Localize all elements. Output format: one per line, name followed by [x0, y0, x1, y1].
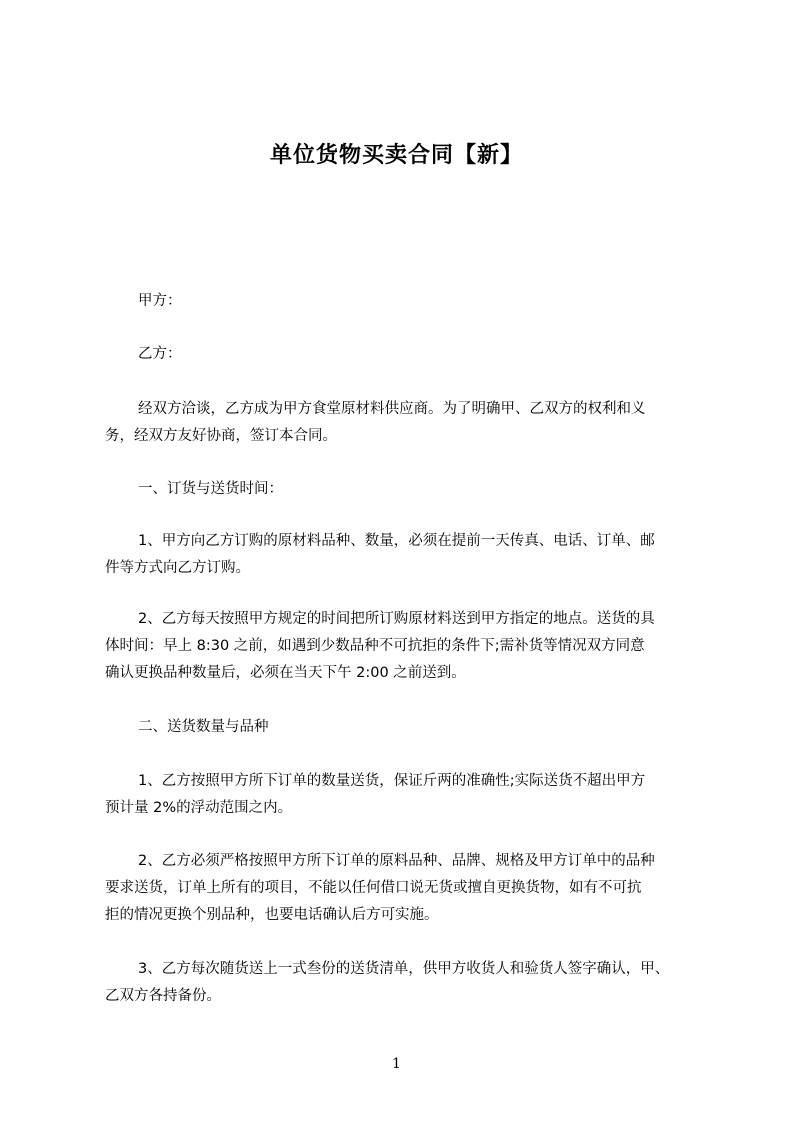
- section-1-clause-1: [105, 528, 715, 582]
- section-2-clause-1: [105, 768, 715, 822]
- text-line: 2、乙方每天按照甲方规定的时间把所订购原材料送到甲方指定的地点。送货的具: [138, 611, 655, 627]
- text-line: 乙双方各持备份。: [105, 988, 221, 1004]
- intro-paragraph: [105, 396, 715, 450]
- party-a-line: 甲方：: [138, 293, 182, 309]
- document-title: 单位货物买卖合同【新】: [269, 143, 523, 168]
- text-line: 2、乙方必须严格按照甲方所下订单的原料品种、品牌、规格及甲方订单中的品种: [138, 853, 655, 869]
- party-b-line: 乙方：: [138, 346, 182, 362]
- text-line: 件等方式向乙方订购。: [105, 560, 250, 576]
- text-line: 经双方洽谈，乙方成为甲方食堂原材料供应商。为了明确甲、乙双方的权利和义: [138, 401, 646, 417]
- section-2-clause-3: [105, 956, 715, 1010]
- page-number: 1: [392, 1056, 401, 1072]
- section-1-heading: 一、订货与送货时间：: [138, 481, 283, 497]
- text-line: 3、乙方每次随货送上一式叁份的送货清单，供甲方收货人和验货人签字确认，甲、: [138, 961, 670, 977]
- section-1-clause-2: [105, 606, 715, 687]
- text-line: 拒的情况更换个别品种，也要电话确认后方可实施。: [105, 907, 439, 923]
- section-2-clause-2: [105, 848, 715, 929]
- section-2-heading: 二、送货数量与品种: [138, 719, 269, 735]
- text-line: 1、乙方按照甲方所下订单的数量送货，保证斤两的准确性;实际送货不超出甲方: [138, 773, 646, 789]
- text-line: 要求送货，订单上所有的项目，不能以任何借口说无货或擅自更换货物，如有不可抗: [105, 880, 642, 896]
- text-line: 务，经双方友好协商，签订本合同。: [105, 428, 337, 444]
- text-line: 1、甲方向乙方订购的原材料品种、数量，必须在提前一天传真、电话、订单、邮: [138, 533, 655, 549]
- text-line: 确认更换品种数量后，必须在当天下午 2:00 之前送到。: [105, 665, 466, 681]
- text-line: 预计量 2%的浮动范围之内。: [105, 800, 293, 816]
- text-line: 体时间：早上 8:30 之前，如遇到少数品种不可抗拒的条件下;需补货等情况双方同意: [105, 638, 645, 654]
